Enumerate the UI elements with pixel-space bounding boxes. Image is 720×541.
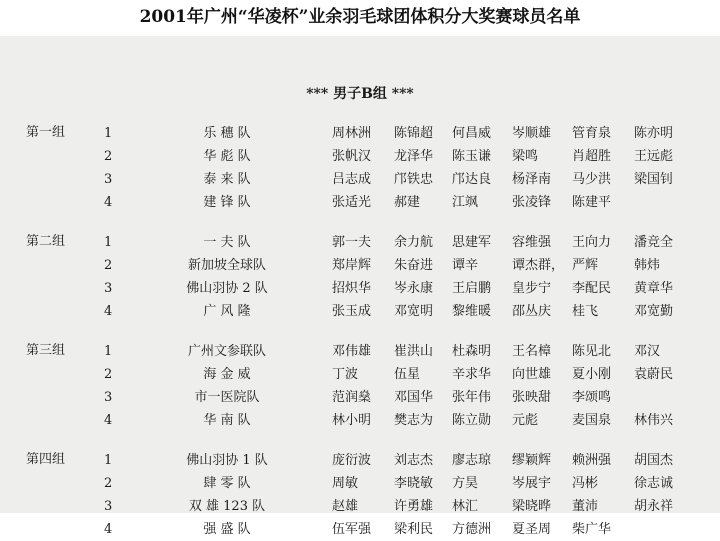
team-row [0, 340, 720, 363]
player-name: 王启鹏 [452, 281, 492, 296]
player-name: 冯彬 [572, 476, 599, 491]
group-label: 第一组 [26, 125, 66, 140]
player-name: 林小明 [332, 413, 372, 428]
player-name: 许勇雄 [394, 499, 434, 514]
player-name: 江飒 [452, 195, 479, 210]
player-name: 丁波 [332, 367, 359, 382]
team-name: 双 雄 123 队 [188, 499, 266, 514]
player-name: 杨泽南 [512, 172, 552, 187]
player-name: 廖志琼 [452, 453, 492, 468]
player-name: 马少洪 [572, 172, 612, 187]
player-name: 徐志诚 [634, 476, 674, 491]
player-name: 范润燊 [332, 390, 372, 405]
player-name: 陈立勋 [452, 413, 492, 428]
player-name: 思建军 [452, 235, 492, 250]
page-title: 2001年广州“华凌杯”业余羽毛球团体积分大奖赛球员名单 [0, 0, 720, 36]
player-name: 周敏 [332, 476, 359, 491]
team-number: 2 [104, 258, 113, 273]
player-name: 杜森明 [452, 344, 492, 359]
player-name: 伍军强 [332, 522, 372, 537]
player-name: 朱奋进 [394, 258, 434, 273]
team-number: 3 [104, 390, 113, 405]
team-row [0, 254, 720, 277]
player-name: 张适光 [332, 195, 372, 210]
player-name: 柴广华 [572, 522, 612, 537]
player-name: 夏圣周 [512, 522, 552, 537]
player-name: 方昊 [452, 476, 479, 491]
player-name: 郑岸辉 [332, 258, 372, 273]
player-name: 邓国华 [394, 390, 434, 405]
player-name: 黎维暖 [452, 304, 492, 319]
player-name: 梁晓晔 [512, 499, 552, 514]
player-name: 韩炜 [634, 258, 661, 273]
team-number: 4 [104, 522, 113, 537]
team-number: 4 [104, 413, 113, 428]
player-name: 胡国杰 [634, 453, 674, 468]
team-number: 3 [104, 499, 113, 514]
player-name: 周林洲 [332, 126, 372, 141]
team-row [0, 495, 720, 518]
player-name: 张映甜 [512, 390, 552, 405]
player-name: 李晓敏 [394, 476, 434, 491]
team-number: 2 [104, 476, 113, 491]
player-name: 陈玉谦 [452, 149, 492, 164]
player-name: 邓宽明 [394, 304, 434, 319]
player-name: 辛求华 [452, 367, 492, 382]
player-name: 邓汉 [634, 344, 661, 359]
player-name: 陈建平 [572, 195, 612, 210]
player-name: 邓伟雄 [332, 344, 372, 359]
player-name: 王向力 [572, 235, 612, 250]
team-name: 华 南 队 [203, 413, 251, 428]
team-name: 广 风 隆 [203, 304, 251, 319]
player-name: 邵丛庆 [512, 304, 552, 319]
player-name: 容维强 [512, 235, 552, 250]
team-name: 泰 来 队 [203, 172, 251, 187]
player-name: 桂飞 [572, 304, 599, 319]
player-name: 潘竞全 [634, 235, 674, 250]
team-row [0, 191, 720, 214]
player-name: 龙泽华 [394, 149, 434, 164]
player-name: 袁蔚民 [634, 367, 674, 382]
player-name: 林汇 [452, 499, 479, 514]
player-name: 庞衍波 [332, 453, 372, 468]
player-name: 陈亦明 [634, 126, 674, 141]
team-row [0, 449, 720, 472]
player-name: 梁利民 [394, 522, 434, 537]
team-number: 4 [104, 195, 113, 210]
team-row [0, 277, 720, 300]
team-number: 1 [104, 453, 113, 468]
player-name: 张玉成 [332, 304, 372, 319]
player-name: 李配民 [572, 281, 612, 296]
player-name: 余力航 [394, 235, 434, 250]
player-name: 王远彪 [634, 149, 674, 164]
team-row [0, 363, 720, 386]
team-name: 乐 穗 队 [203, 126, 251, 141]
player-name: 谭杰群， [512, 258, 565, 273]
player-name: 李颂鸣 [572, 390, 612, 405]
team-row [0, 300, 720, 323]
player-name: 邓宽勤 [634, 304, 674, 319]
player-name: 皇步宁 [512, 281, 552, 296]
player-name: 陈锦超 [394, 126, 434, 141]
team-name: 海 金 威 [203, 367, 251, 382]
player-name: 吕志成 [332, 172, 372, 187]
group-label: 第三组 [26, 343, 66, 358]
player-name: 张帆汉 [332, 149, 372, 164]
player-name: 郝建 [394, 195, 421, 210]
player-name: 邝铁忠 [394, 172, 434, 187]
player-name: 邝达良 [452, 172, 492, 187]
team-name: 华 彪 队 [203, 149, 251, 164]
player-name: 岑永康 [394, 281, 434, 296]
player-name: 方德洲 [452, 522, 492, 537]
team-number: 3 [104, 281, 113, 296]
team-number: 1 [104, 126, 113, 141]
roster-sheet [0, 36, 720, 537]
player-name: 赖洲强 [572, 453, 612, 468]
player-name: 岑展宇 [512, 476, 552, 491]
team-number: 3 [104, 172, 113, 187]
player-name: 胡永祥 [634, 499, 674, 514]
team-row [0, 168, 720, 191]
player-name: 郭一夫 [332, 235, 372, 250]
player-name: 樊志为 [394, 413, 434, 428]
team-number: 4 [104, 304, 113, 319]
player-name: 张年伟 [452, 390, 492, 405]
player-name: 招炽华 [332, 281, 372, 296]
player-name: 王名樟 [512, 344, 552, 359]
player-name: 伍星 [394, 367, 421, 382]
team-row [0, 518, 720, 541]
group-label: 第四组 [26, 452, 66, 467]
team-row [0, 145, 720, 168]
player-name: 黄章华 [634, 281, 674, 296]
team-name: 广州文参联队 [187, 344, 266, 359]
player-name: 麦国泉 [572, 413, 612, 428]
player-name: 梁国钊 [634, 172, 674, 187]
player-name: 岑顺雄 [512, 126, 552, 141]
player-name: 肖超胜 [572, 149, 612, 164]
player-name: 林伟兴 [634, 413, 674, 428]
team-name: 一 夫 队 [203, 235, 251, 250]
team-row [0, 409, 720, 432]
section-title: *** 男子B组 *** [306, 86, 414, 102]
player-name: 陈见北 [572, 344, 612, 359]
team-name: 市一医院队 [194, 390, 260, 405]
player-name: 谭辛 [452, 258, 479, 273]
team-name: 新加坡全球队 [187, 258, 266, 273]
player-name: 崔洪山 [394, 344, 434, 359]
player-name: 刘志杰 [394, 453, 434, 468]
player-name: 元彪 [512, 413, 539, 428]
team-row [0, 472, 720, 495]
team-name: 佛山羽协 1 队 [186, 453, 268, 468]
team-row [0, 231, 720, 254]
player-name: 严辉 [572, 258, 599, 273]
team-number: 2 [104, 149, 113, 164]
player-name: 梁鸣 [512, 149, 539, 164]
player-name: 何昌威 [452, 126, 492, 141]
player-name: 夏小刚 [572, 367, 612, 382]
team-number: 2 [104, 367, 113, 382]
group-label: 第二组 [26, 234, 66, 249]
team-name: 佛山羽协 2 队 [186, 281, 268, 296]
player-name: 董沛 [572, 499, 599, 514]
player-name: 赵雄 [332, 499, 359, 514]
team-row [0, 122, 720, 145]
team-number: 1 [104, 235, 113, 250]
player-name: 缪颖辉 [512, 453, 552, 468]
player-name: 向世雄 [512, 367, 552, 382]
team-number: 1 [104, 344, 113, 359]
team-row [0, 386, 720, 409]
team-name: 强 盛 队 [203, 522, 251, 537]
player-name: 管育泉 [572, 126, 612, 141]
team-name: 肆 零 队 [203, 476, 251, 491]
player-name: 张凌锋 [512, 195, 552, 210]
team-name: 建 锋 队 [203, 195, 251, 210]
